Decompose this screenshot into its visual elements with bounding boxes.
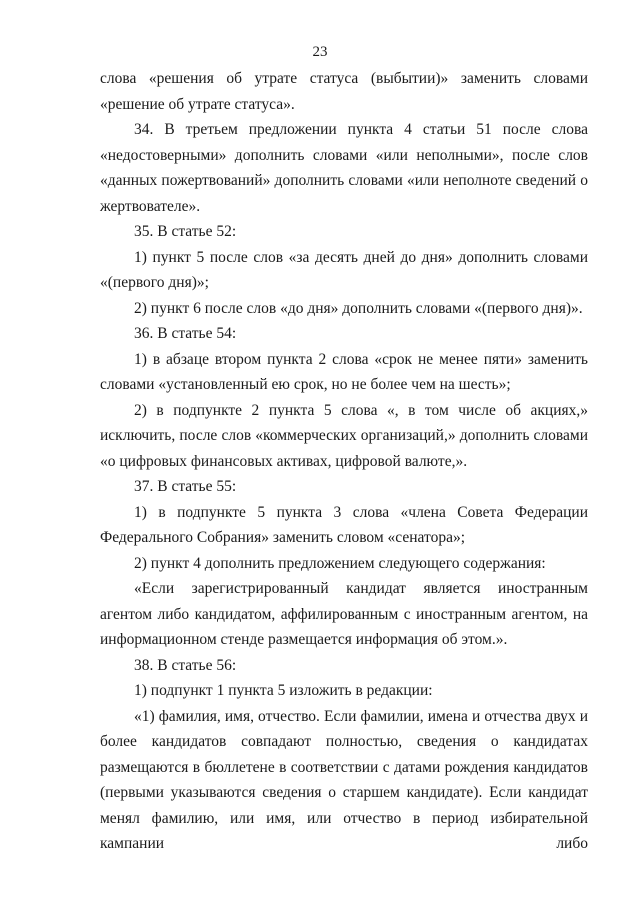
paragraph-9: 37. В статье 55: [134,478,237,495]
paragraph-7: 1) в абзаце втором пункта 2 слова «срок не менее пяти» заменить словами «установленный ею срок, но не более чем на шесть»; [100,350,588,393]
paragraph-15: «1) фамилия, имя, отчество. Если фамилии, имена и отчества двух и более кандидатов совпадают полностью, сведения о кандидатах размещаются в бюллетене в соответствии с датами рождения кандидатов (первыми указываются сведения о старшем кандидате). Если кандидат менял фамилию, или имя, или отчество в период избирательной кампании либо [100,707,588,852]
paragraph-14: 1) подпункт 1 пункта 5 изложить в редакции: [134,682,433,699]
paragraph-6: 36. В статье 54: [134,325,237,342]
paragraph-12: «Если зарегистрированный кандидат является иностранным агентом либо кандидатом, аффилированным с иностранным агентом, на информационном стенде размещается информация об этом.». [100,580,588,648]
paragraph-8: 2) в подпункте 2 пункта 5 слова «, в том числе об акциях,» исключить, после слов «коммерческих организаций,» дополнить словами «о цифровых финансовых активах, цифровой валюте,». [100,401,588,470]
paragraph-13: 38. В статье 56: [134,656,237,674]
paragraph-4: 1) пункт 5 после слов «за десять дней до дня» дополнить словами «(первого дня)»; [100,248,588,291]
paragraph-1: слова «решения об утрате статуса (выбытии)» заменить словами «решение об утрате статуса». [100,70,588,113]
page-number: 23 [312,44,328,60]
paragraph-2: 34. В третьем предложении пункта 4 статьи 51 после слова «недостоверными» дополнить словами «или неполными», после слов «данных пожертвований» дополнить словами «или неполноте сведений о жертвователе». [100,121,588,215]
paragraph-10: 1) в подпункте 5 пункта 3 слова «члена Совета Федерации Федерального Собрания» заменить словом «сенатора»; [100,503,588,546]
paragraph-11: 2) пункт 4 дополнить предложением следующего содержания: [134,554,546,572]
paragraph-5: 2) пункт 6 после слов «до дня» дополнить словами «(первого дня)». [134,299,583,317]
document-body [100,66,588,857]
paragraph-3: 35. В статье 52: [134,223,237,240]
